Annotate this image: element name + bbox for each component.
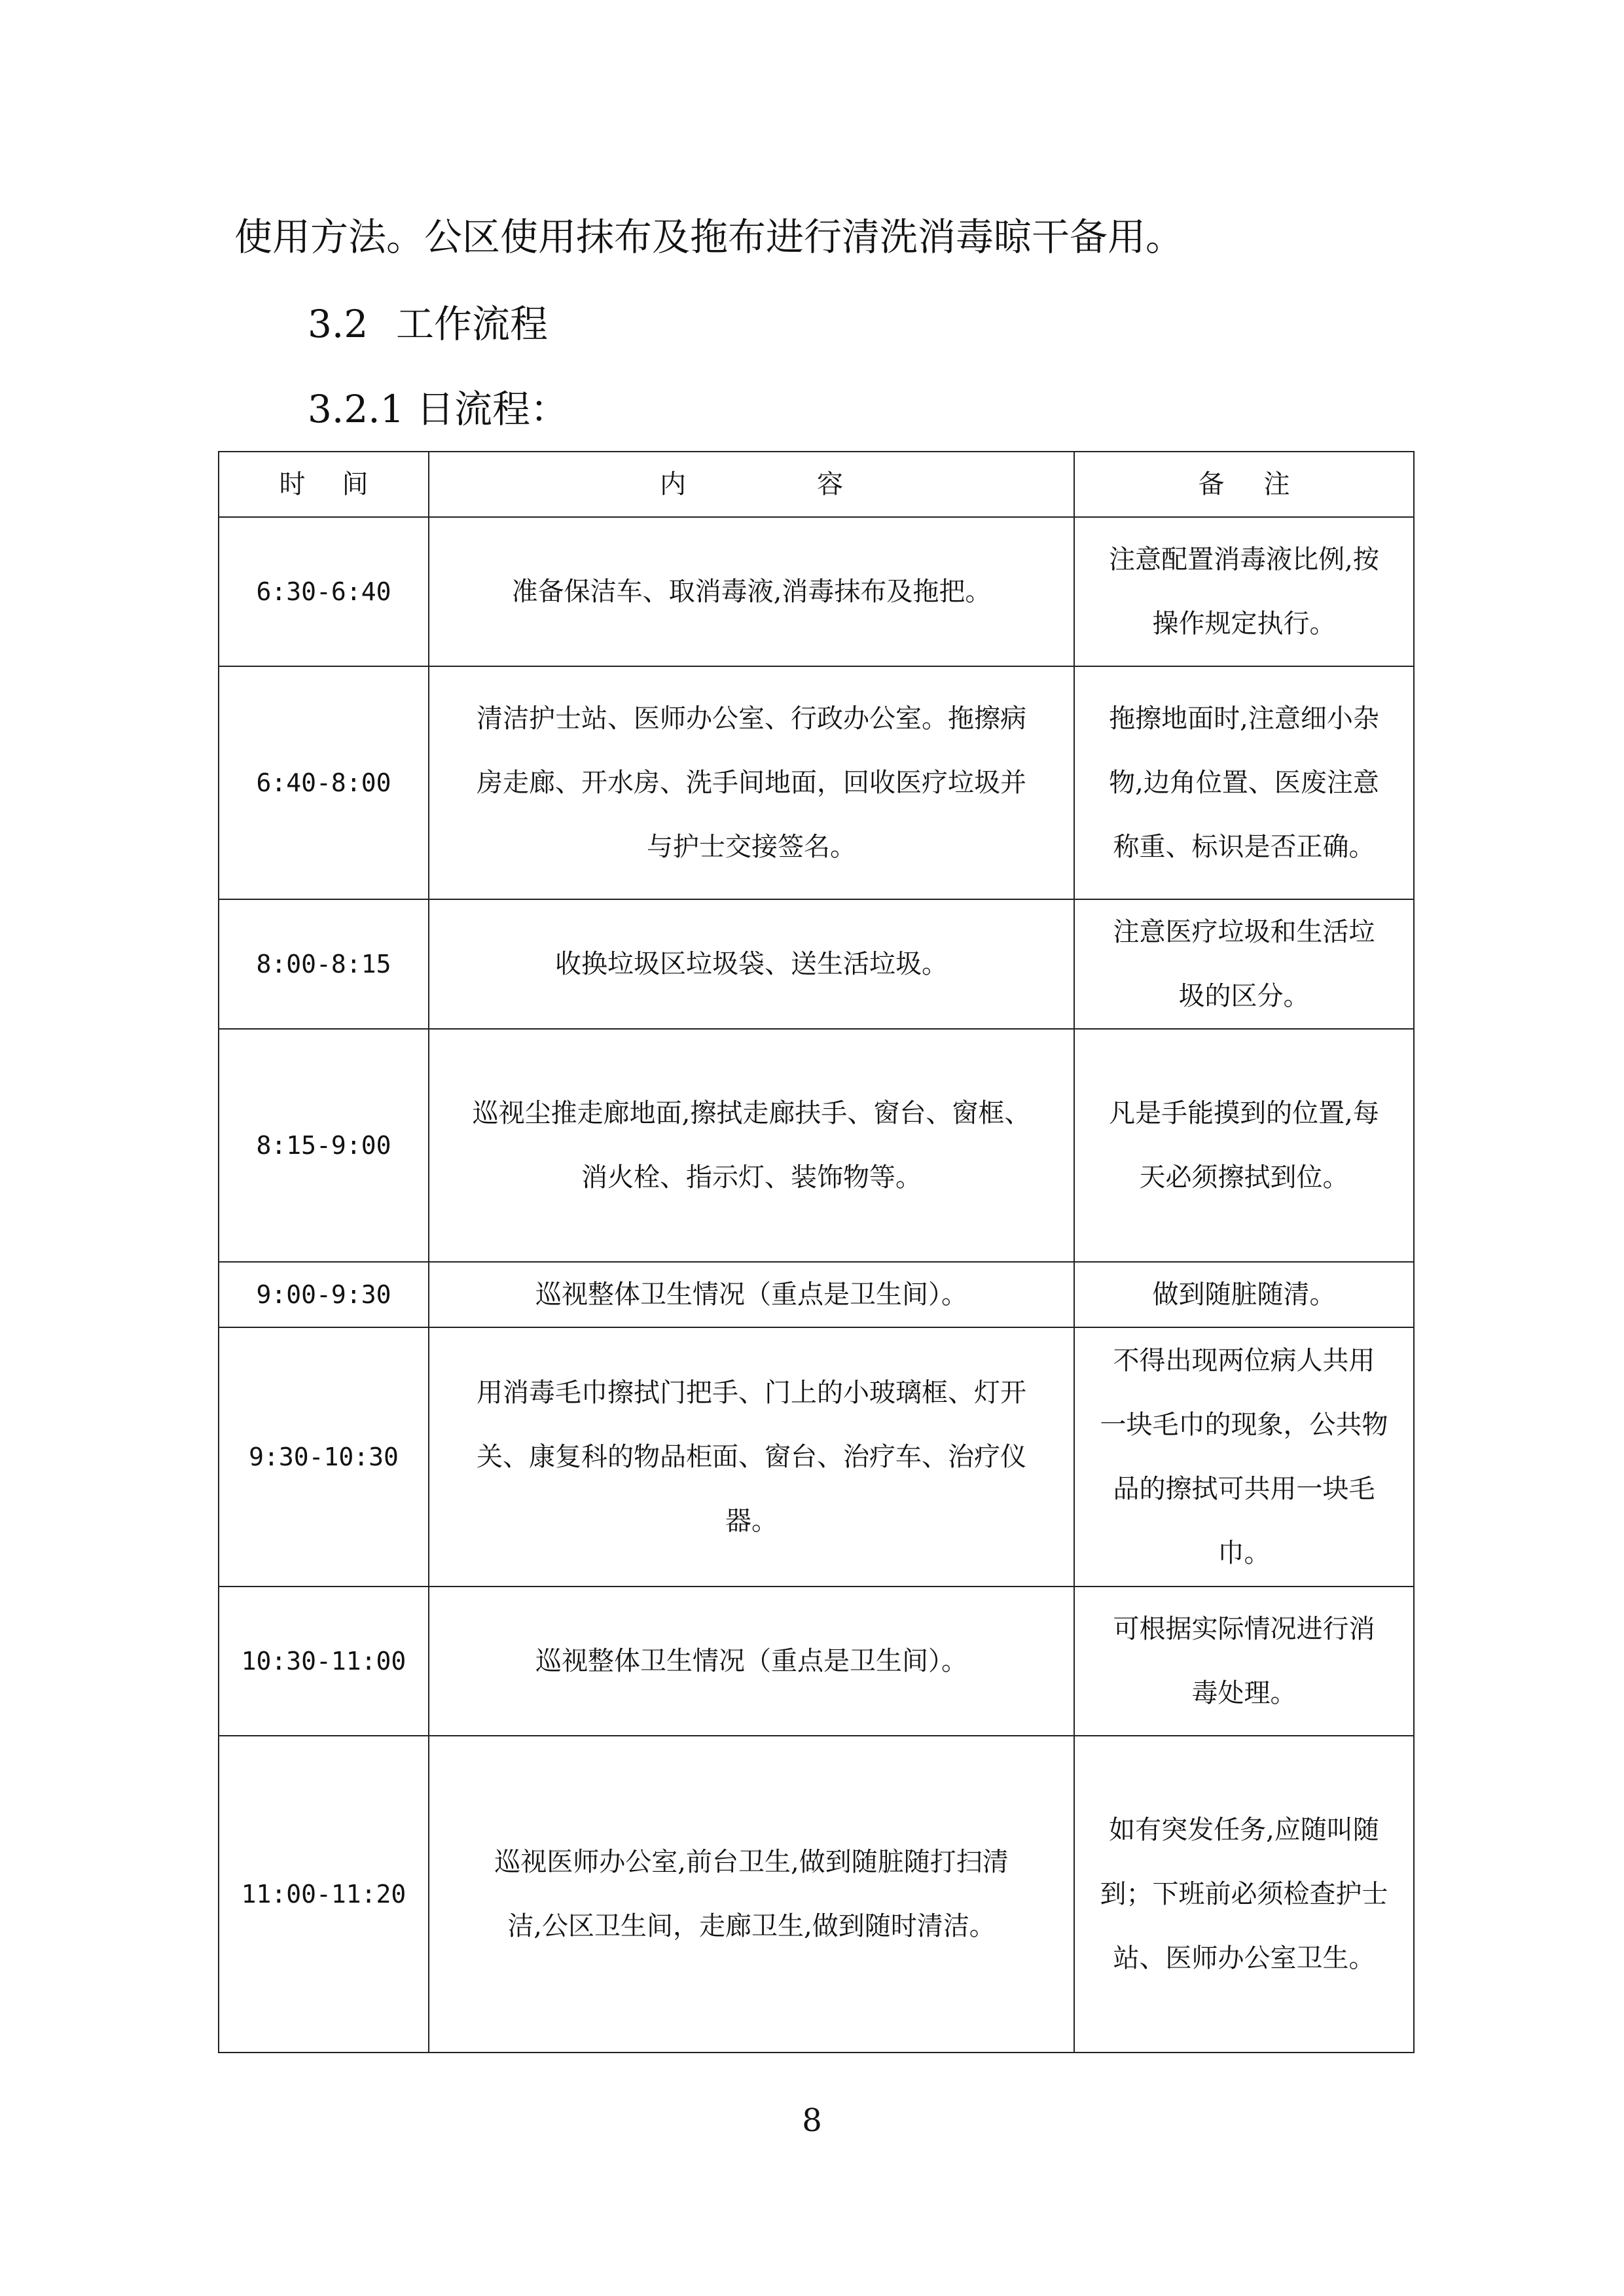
header-content: 内 容 xyxy=(429,452,1074,517)
table-row xyxy=(219,666,1414,899)
note-line: 天必须擦拭到位。 xyxy=(1139,1162,1349,1193)
content-line: 房走廊、开水房、洗手间地面，回收医疗垃圾并 xyxy=(477,768,1026,798)
table-row xyxy=(219,1262,1414,1327)
note-cell xyxy=(1074,666,1414,899)
content-line: 洁,公区卫生间，走廊卫生,做到随时清洁。 xyxy=(507,1911,996,1941)
content-line: 巡视医师办公室,前台卫生,做到随脏随打扫清 xyxy=(494,1847,1009,1877)
note-line: 物,边角位置、医废注意 xyxy=(1109,768,1379,798)
note-line: 注意医疗垃圾和生活垃 xyxy=(1113,917,1375,947)
note-cell xyxy=(1074,1327,1414,1587)
note-cell xyxy=(1074,1587,1414,1736)
note-line: 操作规定执行。 xyxy=(1152,609,1336,639)
table-row xyxy=(219,1029,1414,1262)
note-cell xyxy=(1074,517,1414,666)
table-row xyxy=(219,517,1414,666)
note-cell xyxy=(1074,1029,1414,1262)
content-cell xyxy=(429,1587,1074,1736)
content-cell xyxy=(429,517,1074,666)
content-line: 与护士交接签名。 xyxy=(647,832,856,862)
note-line: 一块毛巾的现象，公共物 xyxy=(1100,1410,1388,1440)
note-cell xyxy=(1074,1262,1414,1327)
note-cell xyxy=(1074,1736,1414,2053)
note-line: 站、医师办公室卫生。 xyxy=(1113,1943,1375,1973)
section-number: 3.2 xyxy=(308,302,369,346)
content-line: 消火栓、指示灯、装饰物等。 xyxy=(581,1162,922,1193)
content-line: 巡视尘推走廊地面,擦拭走廊扶手、窗台、窗框、 xyxy=(472,1098,1031,1128)
header-note: 备 注 xyxy=(1074,452,1414,517)
daily-schedule-table xyxy=(218,451,1415,2053)
page-number: 8 xyxy=(802,2102,822,2139)
note-line: 称重、标识是否正确。 xyxy=(1113,832,1375,862)
content-line: 关、康复科的物品柜面、窗台、治疗车、治疗仪 xyxy=(477,1442,1026,1472)
section-title: 工作流程 xyxy=(396,302,549,346)
content-line: 收换垃圾区垃圾袋、送生活垃圾。 xyxy=(555,949,948,979)
content-line: 器。 xyxy=(725,1506,778,1536)
content-cell xyxy=(429,1736,1074,2053)
note-line: 如有突发任务,应随叫随 xyxy=(1109,1815,1379,1845)
note-line: 圾的区分。 xyxy=(1178,981,1310,1011)
note-line: 可根据实际情况进行消 xyxy=(1113,1614,1375,1644)
time-cell: 11:00-11:20 xyxy=(219,1736,429,2053)
content-line: 巡视整体卫生情况（重点是卫生间）。 xyxy=(535,1280,967,1310)
note-line: 品的擦拭可共用一块毛 xyxy=(1113,1474,1375,1504)
content-line: 准备保洁车、取消毒液,消毒抹布及拖把。 xyxy=(511,577,992,607)
note-line: 凡是手能摸到的位置,每 xyxy=(1109,1098,1379,1128)
table-row xyxy=(219,1587,1414,1736)
time-cell: 10:30-11:00 xyxy=(219,1587,429,1736)
content-cell xyxy=(429,899,1074,1029)
note-line: 毒处理。 xyxy=(1191,1678,1297,1708)
table-row xyxy=(219,1736,1414,2053)
header-time: 时 间 xyxy=(219,452,429,517)
time-cell: 9:00-9:30 xyxy=(219,1262,429,1327)
subsection-heading: 3.2.1 日流程： xyxy=(308,387,569,431)
content-cell xyxy=(429,1327,1074,1587)
note-line: 巾。 xyxy=(1218,1538,1271,1568)
table-row xyxy=(219,899,1414,1029)
content-line: 清洁护士站、医师办公室、行政办公室。拖擦病 xyxy=(477,704,1026,734)
content-cell xyxy=(429,666,1074,899)
note-line: 拖擦地面时,注意细小杂 xyxy=(1109,704,1379,734)
note-line: 不得出现两位病人共用 xyxy=(1113,1346,1375,1376)
section-heading xyxy=(308,298,548,350)
content-line: 巡视整体卫生情况（重点是卫生间）。 xyxy=(535,1646,967,1676)
time-cell: 6:30-6:40 xyxy=(219,517,429,666)
time-cell: 8:15-9:00 xyxy=(219,1029,429,1262)
table-header-row xyxy=(219,452,1414,517)
time-cell: 8:00-8:15 xyxy=(219,899,429,1029)
intro-paragraph-line: 使用方法。公区使用抹布及拖布进行清洗消毒晾干备用。 xyxy=(234,215,1184,259)
time-cell: 9:30-10:30 xyxy=(219,1327,429,1587)
note-line: 到；下班前必须检查护士 xyxy=(1100,1879,1388,1909)
content-cell xyxy=(429,1262,1074,1327)
note-line: 注意配置消毒液比例,按 xyxy=(1109,545,1379,575)
note-line: 做到随脏随清。 xyxy=(1152,1280,1336,1310)
time-cell: 6:40-8:00 xyxy=(219,666,429,899)
content-cell xyxy=(429,1029,1074,1262)
table-row xyxy=(219,1327,1414,1587)
content-line: 用消毒毛巾擦拭门把手、门上的小玻璃框、灯开 xyxy=(477,1378,1026,1408)
note-cell xyxy=(1074,899,1414,1029)
